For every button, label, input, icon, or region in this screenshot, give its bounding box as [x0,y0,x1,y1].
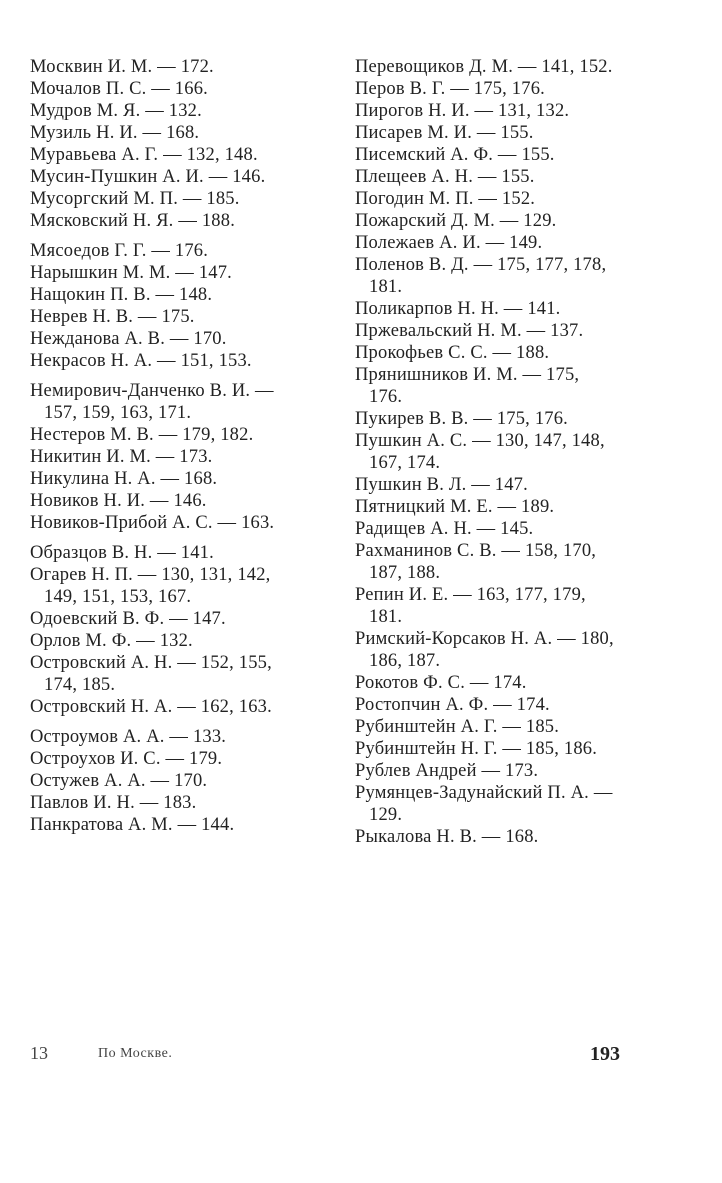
index-entry: Прокофьев С. С. — 188. [355,343,550,363]
index-entry: Погодин М. П. — 152. [355,189,536,209]
index-entry: Некрасов Н. А. — 151, 153. [30,351,252,371]
index-entry: Нащокин П. В. — 148. [30,285,213,305]
index-entry: Пушкин В. Л. — 147. [355,475,528,495]
index-entry: Поликарпов Н. Н. — 141. [355,299,561,319]
index-entry: Немирович-Данченко В. И. — 157, 159, 163, 171. [30,381,274,423]
index-entry: Никулина Н. А. — 168. [30,469,218,489]
index-entry: Музиль Н. И. — 168. [30,123,200,143]
index-entry: Огарев Н. П. — 130, 131, 142, 149, 151, 153, 167. [30,565,271,607]
index-entry: Пушкин А. С. — 130, 147, 148, 167, 174. [355,431,605,473]
index-entry: Римский-Корсаков Н. А. — 180, 186, 187. [355,629,614,671]
index-entry: Остроухов И. С. — 179. [30,749,223,769]
index-entry: Пукирев В. В. — 175, 176. [355,409,568,429]
index-entry: Рыкалова Н. В. — 168. [355,827,539,847]
index-entry: Образцов В. Н. — 141. [30,543,214,563]
index-column-left [30,56,292,836]
index-entry: Пятницкий М. Е. — 189. [355,497,555,517]
index-entry: Нежданова А. В. — 170. [30,329,227,349]
index-entry: Перов В. Г. — 175, 176. [355,79,545,99]
index-entry: Пирогов Н. И. — 131, 132. [355,101,570,121]
signature-title: По Москве. [98,1046,173,1061]
index-entry: Радищев А. Н. — 145. [355,519,534,539]
index-entry: Орлов М. Ф. — 132. [30,631,193,651]
index-entry: Рахманинов С. В. — 158, 170, 187, 188. [355,541,597,583]
index-entry: Мясоедов Г. Г. — 176. [30,241,209,261]
index-entry: Прянишников И. М. — 175, 176. [355,365,580,407]
index-entry: Павлов И. Н. — 183. [30,793,197,813]
index-entry: Румянцев-Задунайский П. А. — 129. [355,783,613,825]
index-entry: Новиков-Прибой А. С. — 163. [30,513,275,533]
index-entry: Неврев Н. В. — 175. [30,307,195,327]
index-entry: Мясковский Н. Я. — 188. [30,211,236,231]
index-entry: Москвин И. М. — 172. [30,57,214,77]
index-column-right [355,56,617,848]
index-entry: Полежаев А. И. — 149. [355,233,543,253]
index-entry: Остроумов А. А. — 133. [30,727,227,747]
index-entry: Мусин-Пушкин А. И. — 146. [30,167,266,187]
index-entry: Пржевальский Н. М. — 137. [355,321,584,341]
index-entry: Рубинштейн А. Г. — 185. [355,717,560,737]
index-entry: Нарышкин М. М. — 147. [30,263,233,283]
index-entry: Писарев М. И. — 155. [355,123,534,143]
index-entry: Пожарский Д. М. — 129. [355,211,557,231]
index-entry: Муравьева А. Г. — 132, 148. [30,145,258,165]
index-entry: Репин И. Е. — 163, 177, 179, 181. [355,585,586,627]
index-entry: Панкратова А. М. — 144. [30,815,235,835]
page-footer [30,1043,620,1073]
index-entry: Островский Н. А. — 162, 163. [30,697,272,717]
index-entry: Рубинштейн Н. Г. — 185, 186. [355,739,598,759]
index-entry: Ростопчин А. Ф. — 174. [355,695,550,715]
index-entry: Мудров М. Я. — 132. [30,101,202,121]
index-entry: Рублев Андрей — 173. [355,761,539,781]
index-entry: Нестеров М. В. — 179, 182. [30,425,254,445]
index-entry: Мочалов П. С. — 166. [30,79,208,99]
index-entry: Одоевский В. Ф. — 147. [30,609,226,629]
index-entry: Новиков Н. И. — 146. [30,491,207,511]
index-entry: Никитин И. М. — 173. [30,447,213,467]
signature-number: 13 [30,1043,48,1063]
index-entry: Островский А. Н. — 152, 155, 174, 185. [30,653,272,695]
index-entry: Рокотов Ф. С. — 174. [355,673,527,693]
index-entry: Писемский А. Ф. — 155. [355,145,555,165]
page-number: 193 [590,1043,620,1065]
index-entry: Плещеев А. Н. — 155. [355,167,535,187]
index-entry: Мусоргский М. П. — 185. [30,189,240,209]
index-entry: Поленов В. Д. — 175, 177, 178, 181. [355,255,607,297]
index-entry: Остужев А. А. — 170. [30,771,208,791]
index-entry: Перевощиков Д. М. — 141, 152. [355,57,613,77]
